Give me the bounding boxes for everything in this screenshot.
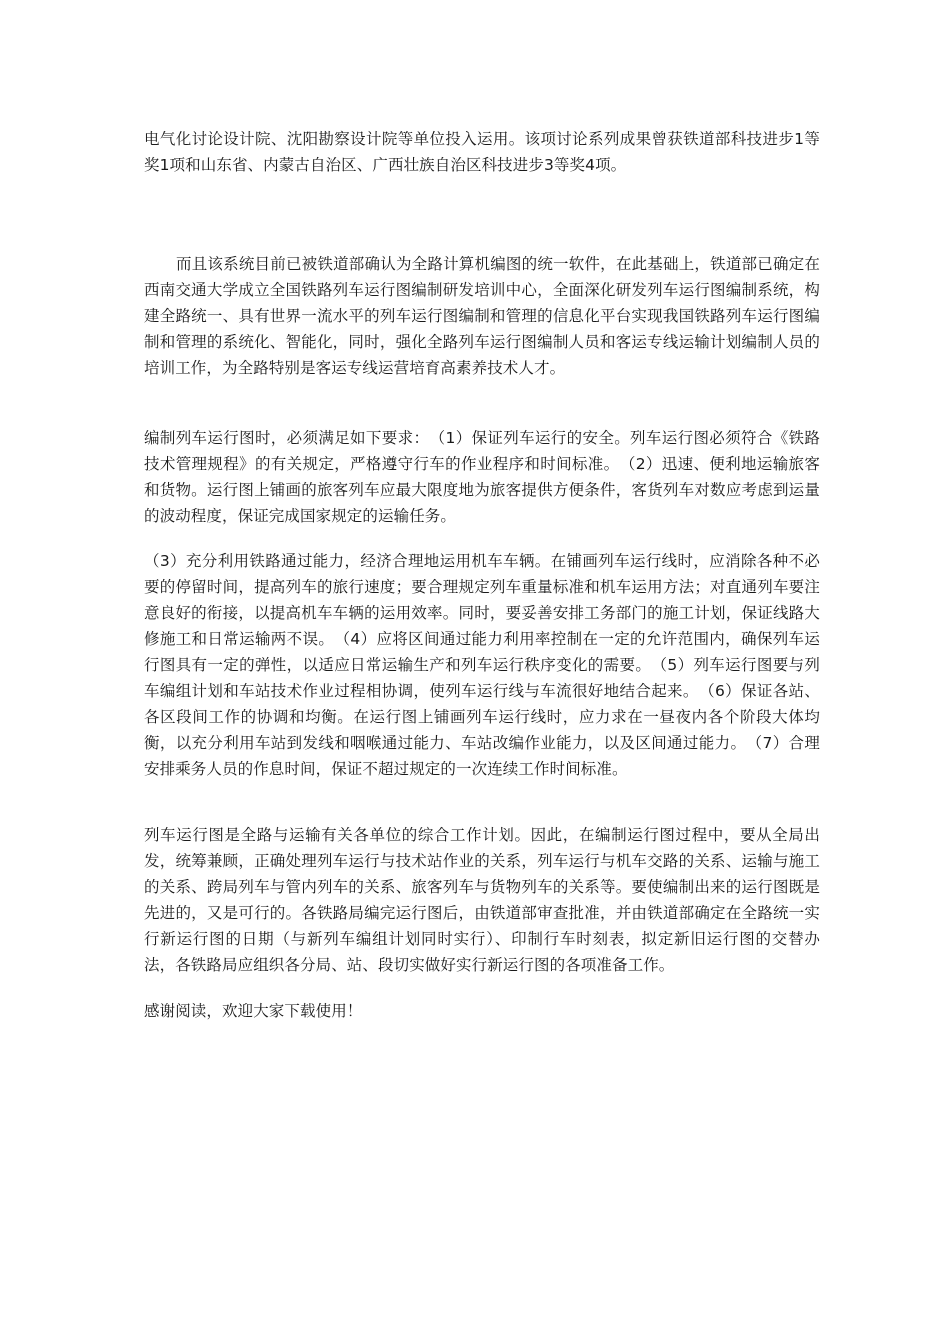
paragraph-requirements-1-2: 编制列车运行图时，必须满足如下要求： （1）保证列车运行的安全。列车运行图必须符合《铁路技术管理规程》的有关规定，严格遵守行车的作业程序和时间标准。 （2）迅速、便利地运输旅客和货物。运行图上铺画的旅客列车应最大限度地为旅客提供方便条件，客货列车对数应考虑到运量的波动程度，保证完成国家规定的运输任务。: [144, 429, 820, 525]
paragraph-awards: 电气化讨论设计院、沈阳勘察设计院等单位投入运用。该项讨论系列成果曾获铁道部科技进步1等奖1项和山东省、内蒙古自治区、广西壮族自治区科技进步3等奖4项。: [144, 130, 820, 174]
paragraph-requirements-3-7: （3）充分利用铁路通过能力，经济合理地运用机车车辆。在铺画列车运行线时，应消除各种不必要的停留时间，提高列车的旅行速度；要合理规定列车重量标准和机车运用方法；对直通列车要注意良好的衔接，以提高机车车辆的运用效率。同时，要妥善安排工务部门的施工计划，保证线路大修施工和日常运输两不误。 （4）应将区间通过能力利用率控制在一定的允许范围内，确保列车运行图具有一定的弹性，以适应日常运输生产和列车运行秩序变化的需要。 （5）列车运行图要与列车编组计划和车站技术作业过程相协调，使列车运行线与车流很好地结合起来。 （6）保证各站、各区段间工作的协调和均衡。在运行图上铺画列车运行线时，应力求在一昼夜内各个阶段大体均衡，以充分利用车站到发线和咽喉通过能力、车站改编作业能力，以及区间通过能力。 （7）合理安排乘务人员的作息时间，保证不超过规定的一次连续工作时间标准。: [144, 552, 820, 778]
closing-note: 感谢阅读，欢迎大家下载使用！: [144, 1002, 363, 1020]
paragraph-system-platform: 而且该系统目前已被铁道部确认为全路计算机编图的统一软件，在此基础上，铁道部已确定在西南交通大学成立全国铁路列车运行图编制研发培训中心，全面深化研发列车运行图编制系统，构建全路统一、具有世界一流水平的列车运行图编制和管理的信息化平台实现我国铁路列车运行图编制和管理的系统化、智能化，同时，强化全路列车运行图编制人员和客运专线运输计划编制人员的培训工作，为全路特别是客运专线运营培育高素养技术人才。: [144, 255, 820, 377]
paragraph-work-plan: 列车运行图是全路与运输有关各单位的综合工作计划。因此，在编制运行图过程中，要从全局出发，统筹兼顾，正确处理列车运行与技术站作业的关系，列车运行与机车交路的关系、运输与施工的关系、跨局列车与管内列车的关系、旅客列车与货物列车的关系等。要使编制出来的运行图既是先进的，又是可行的。各铁路局编完运行图后，由铁道部审查批准，并由铁道部确定在全路统一实行新运行图的日期（与新列车编组计划同时实行）、印制行车时刻表，拟定新旧运行图的交替办法，各铁路局应组织各分局、站、段切实做好实行新运行图的各项准备工作。: [144, 826, 820, 974]
